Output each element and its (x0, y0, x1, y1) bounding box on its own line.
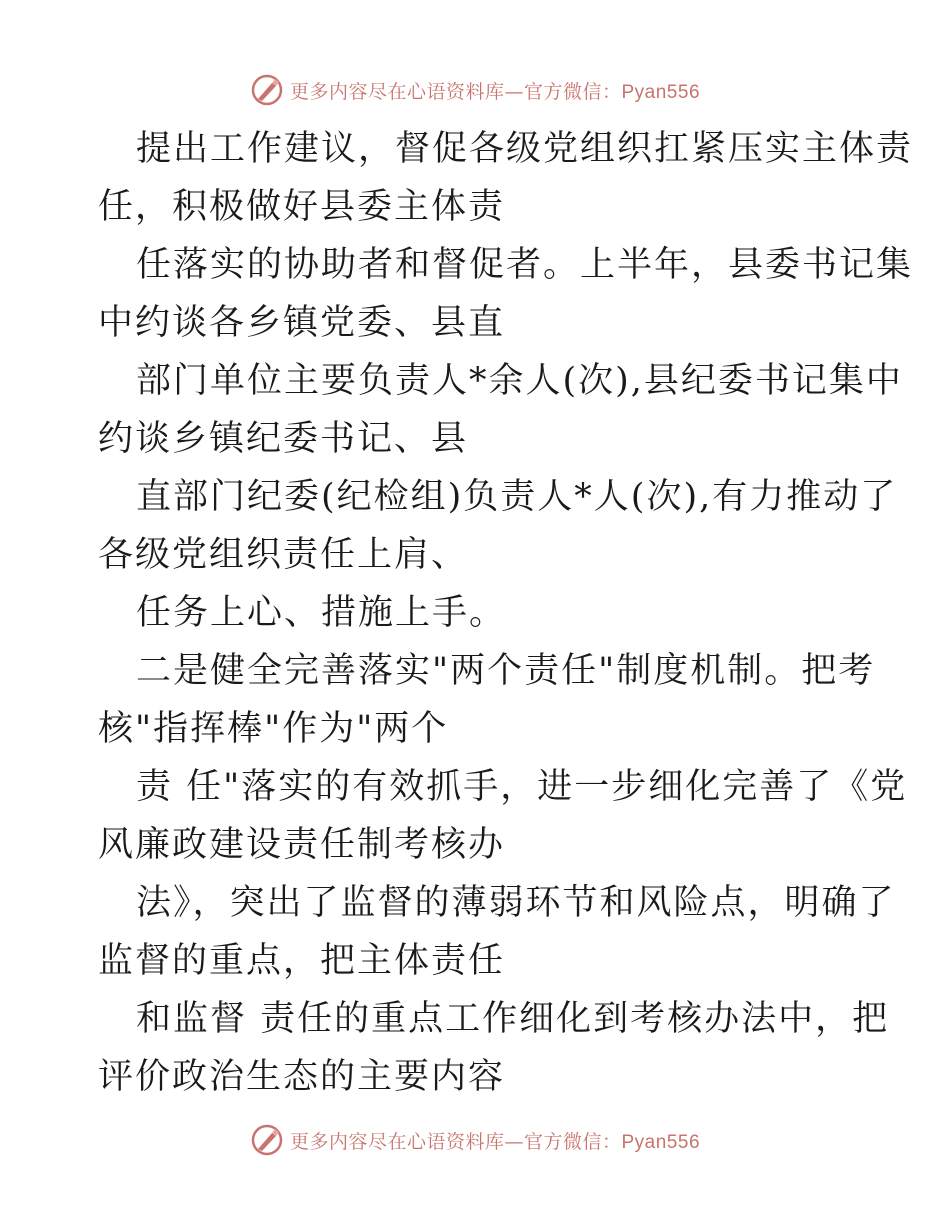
watermark-wechat-label: 官方微信： (523, 1130, 622, 1153)
text-line: 各级党组织责任上肩、 (98, 535, 469, 575)
pen-seal-icon (250, 1123, 284, 1157)
watermark-wechat-id: Pyan556 (621, 1131, 701, 1153)
watermark-brand: 更多内容尽在心语资料库 (289, 80, 505, 103)
watermark-text (290, 77, 700, 104)
watermark-brand: 更多内容尽在心语资料库 (289, 1130, 505, 1153)
text-line: 法》，突出了监督的薄弱环节和风险点，明确了 (136, 883, 896, 923)
text-line: 监督的重点，把主体责任 (98, 941, 506, 981)
footer-watermark (0, 1120, 950, 1160)
watermark-wechat-label: 官方微信： (523, 80, 622, 103)
header-watermark (0, 70, 950, 110)
watermark-wechat-id: Pyan556 (621, 81, 701, 103)
text-line: 部门单位主要负责人*余人(次),县纪委书记集中 (136, 361, 903, 401)
text-line: 风廉政建设责任制考核办 (98, 825, 506, 865)
text-line: 和监督 责任的重点工作细化到考核办法中，把 (136, 999, 890, 1039)
pen-seal-icon (250, 73, 284, 107)
text-line: 责 任"落实的有效抓手，进一步细化完善了《党 (136, 767, 908, 807)
watermark-dash: — (504, 1130, 524, 1153)
text-line: 评价政治生态的主要内容 (98, 1057, 506, 1097)
text-line: 提出工作建议，督促各级党组织扛紧压实主体责 (136, 129, 914, 169)
text-line: 核"指挥棒"作为"两个 (98, 709, 449, 749)
text-line: 任，积极做好县委主体责 (98, 187, 506, 227)
text-line: 直部门纪委(纪检组)负责人*人(次),有力推动了 (136, 477, 898, 517)
document-body (98, 120, 914, 1106)
watermark-text (290, 1127, 700, 1154)
text-line: 任落实的协助者和督促者。上半年，县委书记集 (136, 245, 914, 285)
text-line: 二是健全完善落实"两个责任"制度机制。把考 (136, 651, 876, 691)
watermark-dash: — (504, 80, 524, 103)
text-line: 约谈乡镇纪委书记、县 (98, 419, 469, 459)
text-line: 任务上心、措施上手。 (136, 593, 507, 633)
text-line: 中约谈各乡镇党委、县直 (98, 303, 506, 343)
